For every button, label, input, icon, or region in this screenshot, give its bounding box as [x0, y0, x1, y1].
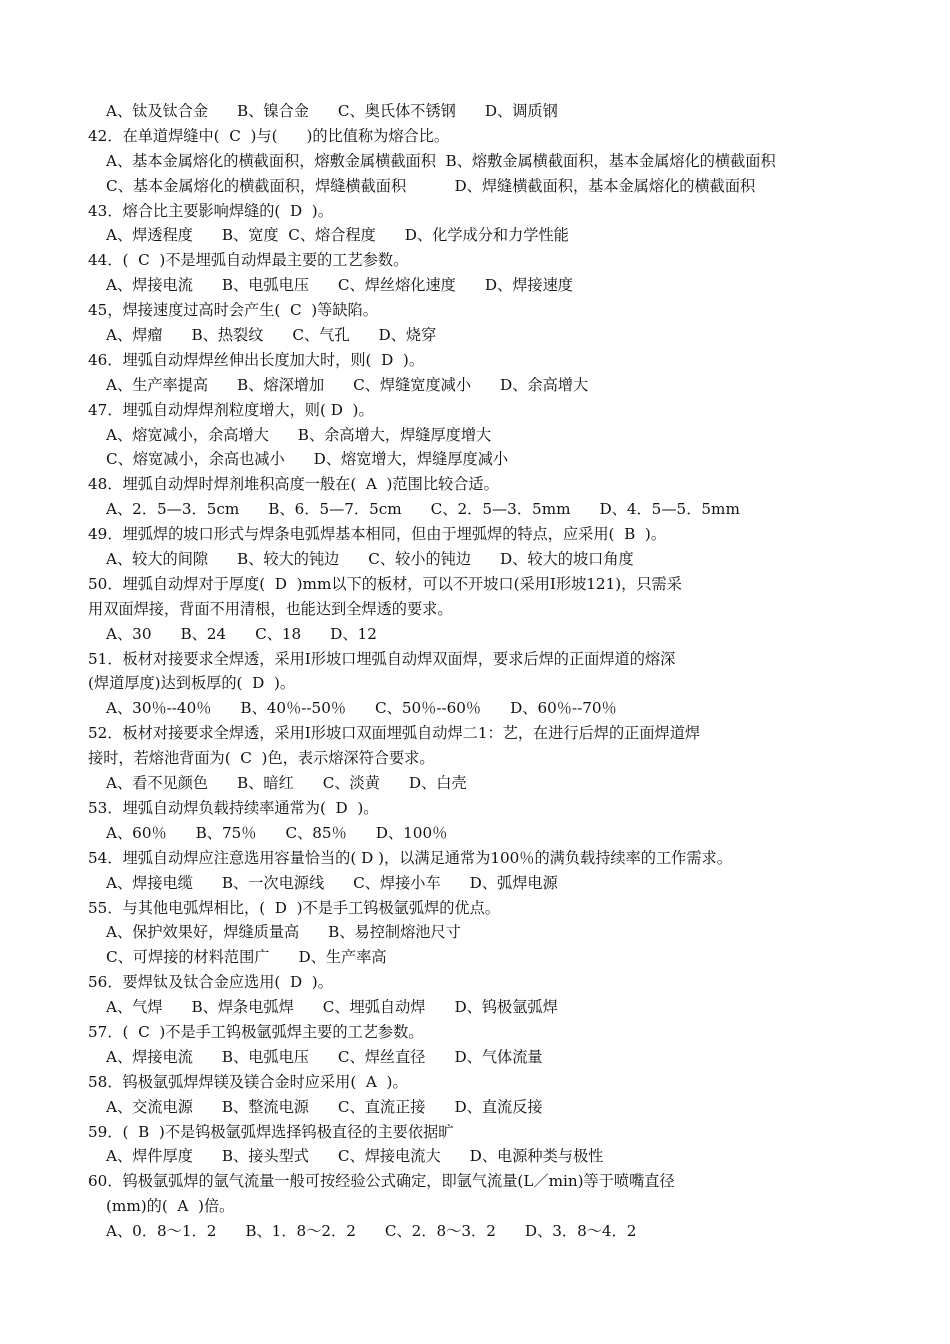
question-line: 55．与其他电弧焊相比，( D )不是手工钨极氩弧焊的优点。: [88, 898, 500, 917]
options-line: A、焊接电流 B、电弧电压 C、焊丝熔化速度 D、焊接速度: [106, 276, 573, 295]
options-line: A、焊件厚度 B、接头型式 C、焊接电流大 D、电源种类与极性: [106, 1147, 604, 1166]
question-line: 45，焊接速度过高时会产生( C )等缺陷。: [88, 301, 378, 320]
continuation-line: (焊道厚度)达到板厚的( D )。: [88, 674, 296, 693]
question-line: 52．板材对接要求全焊透，采用I形坡口双面埋弧自动焊二1：艺，在进行后焊的正面焊道焊: [88, 724, 701, 743]
options-line: A、焊接电流 B、电弧电压 C、焊丝直径 D、气体流量: [106, 1047, 543, 1066]
options-line: A、焊透程度 B、宽度 C、熔合程度 D、化学成分和力学性能: [106, 226, 569, 245]
options-line: C、基本金属熔化的横截面积，焊缝横截面积 D、焊缝横截面积，基本金属熔化的横截面积: [106, 176, 756, 195]
question-line: 43．熔合比主要影响焊缝的( D )。: [88, 201, 333, 220]
options-line: A、钛及钛合金 B、镍合金 C、奥氏体不锈钢 D、调质钢: [106, 102, 558, 120]
question-line: 48．埋弧自动焊时焊剂堆积高度一般在( A )范围比较合适。: [88, 475, 499, 494]
options-line: A、0．8～1．2 B、1．8～2．2 C、2．8～3．2 D、3．8～4．2: [106, 1222, 637, 1241]
continuation-line: (mm)的( A )倍。: [106, 1197, 235, 1216]
options-line: A、气焊 B、焊条电弧焊 C、埋弧自动焊 D、钨极氩弧焊: [106, 998, 558, 1017]
question-line: 59．( B )不是钨极氩弧焊选择钨极直径的主要依据旷: [88, 1122, 454, 1141]
question-line: 53．埋弧自动焊负载持续率通常为( D )。: [88, 798, 379, 817]
options-line: A、保护效果好，焊缝质量高 B、易控制熔池尺寸: [106, 923, 461, 942]
continuation-line: 用双面焊接，背面不用清根，也能达到全焊透的要求。: [88, 599, 453, 618]
question-line: 60．钨极氩弧焊的氩气流量一般可按经验公式确定，即氩气流量(L／min)等于喷嘴直径: [88, 1172, 675, 1191]
question-line: 44．( C )不是埋弧自动焊最主要的工艺参数。: [88, 251, 409, 270]
options-line: A、焊瘤 B、热裂纹 C、气孔 D、烧穿: [106, 326, 437, 345]
options-line: C、熔宽减小，余高也减小 D、熔宽增大，焊缝厚度减小: [106, 450, 509, 469]
options-line: A、30 B、24 C、18 D、12: [106, 624, 377, 643]
question-line: 58．钨极氩弧焊焊镁及镁合金时应采用( A )。: [88, 1072, 408, 1091]
options-line: A、焊接电缆 B、一次电源线 C、焊接小车 D、弧焊电源: [106, 873, 558, 892]
continuation-line: 接时，若熔池背面为( C )色，表示熔深符合要求。: [88, 749, 435, 768]
question-line: 54．埋弧自动焊应注意选用容量恰当的( D )，以满足通常为100％的满负载持续率的工作需求。: [88, 848, 732, 867]
question-line: 47．埋弧自动焊焊剂粒度增大，则( D )。: [88, 400, 374, 419]
question-line: 42．在单道焊缝中( C )与( )的比值称为熔合比。: [88, 126, 450, 145]
options-line: A、60％ B、75％ C、85％ D、100％: [106, 823, 448, 842]
options-line: A、生产率提高 B、熔深增加 C、焊缝宽度减小 D、余高增大: [106, 375, 589, 394]
question-line: 49．埋弧焊的坡口形式与焊条电弧焊基本相同，但由于埋弧焊的特点，应采用( B )。: [88, 525, 667, 544]
options-line: A、较大的间隙 B、较大的钝边 C、较小的钝边 D、较大的坡口角度: [106, 550, 634, 569]
options-line: A、基本金属熔化的横截面积，熔敷金属横截面积 B、熔敷金属横截面积，基本金属熔化的横截面积: [106, 151, 776, 170]
options-line: C、可焊接的材料范围广 D、生产率高: [106, 948, 387, 967]
exam-page: [0, 99, 950, 1244]
question-line: 51．板材对接要求全焊透，采用I形坡口埋弧自动焊双面焊，要求后焊的正面焊道的熔深: [88, 649, 676, 668]
question-line: 50．埋弧自动焊对于厚度( D )mm以下的板材，可以不开坡口(采用I形坡121)，只需采: [88, 574, 682, 593]
question-line: 56．要焊钛及钛合金应选用( D )。: [88, 973, 333, 992]
options-line: A、看不见颜色 B、暗红 C、淡黄 D、白壳: [106, 774, 467, 793]
options-line: A、熔宽减小，余高增大 B、余高增大，焊缝厚度增大: [106, 425, 492, 444]
options-line: A、30％--40％ B、40％--50％ C、50％--60％ D、60％--70％: [106, 699, 617, 718]
question-line: 46．埋弧自动焊焊丝伸出长度加大时，则( D )。: [88, 350, 425, 369]
question-line: 57．( C )不是手工钨极氩弧焊主要的工艺参数。: [88, 1022, 424, 1041]
options-line: A、2．5—3．5cm B、6．5—7．5cm C、2．5—3．5mm D、4．5—5．5mm: [106, 500, 740, 519]
options-line: A、交流电源 B、整流电源 C、直流正接 D、直流反接: [106, 1097, 543, 1116]
